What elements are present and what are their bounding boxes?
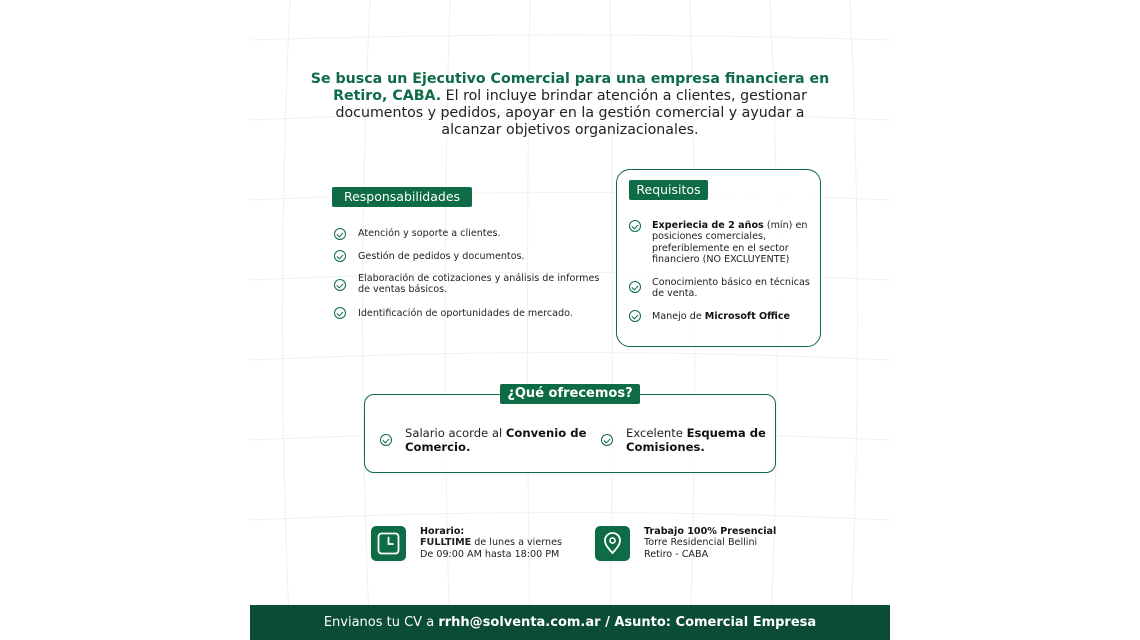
footer-prefix: Envianos tu CV a <box>323 615 439 630</box>
requisito-item: Conocimiento básico en técnicas de venta. <box>652 277 810 300</box>
intro-highlight: Se busca un Ejecutivo Comercial para una empresa financiera en Retiro, CABA. <box>310 71 830 104</box>
horario-info <box>420 526 570 560</box>
check-icon <box>334 307 346 319</box>
responsabilidad-item: Identificación de oportunidades de mercado. <box>358 308 573 319</box>
check-icon <box>334 228 346 240</box>
footer-subject: / Asunto: Comercial Empresa <box>600 615 817 630</box>
horario-line2: De 09:00 AM hasta 18:00 PM <box>420 548 560 560</box>
footer-bar <box>250 605 890 640</box>
horario-line1 <box>420 537 570 548</box>
modalidad-label: Trabajo 100% Presencial <box>644 526 777 537</box>
check-icon <box>629 281 641 293</box>
responsabilidad-item: Elaboración de cotizaciones y análisis de informes de ventas básicos. <box>358 273 600 296</box>
ofrecemos-item-text: Salario acorde al <box>405 426 506 440</box>
modalidad-info <box>644 526 814 560</box>
check-icon <box>601 434 613 446</box>
responsabilidad-item: Atención y soporte a clientes. <box>358 228 501 239</box>
requisito-item-bold: Experiecia de 2 años <box>652 220 764 231</box>
horario-fulltime: FULLTIME <box>420 537 472 549</box>
check-icon <box>334 250 346 262</box>
intro-paragraph <box>310 71 830 139</box>
horario-days: de lunes a viernes <box>471 537 563 549</box>
requisito-item <box>652 311 814 322</box>
footer-email-link[interactable]: rrhh@solventa.com.ar <box>438 615 601 630</box>
check-icon <box>629 220 641 232</box>
check-icon <box>334 279 346 291</box>
requisito-item-text: Manejo de <box>652 311 705 322</box>
check-icon <box>380 434 392 446</box>
ofrecemos-item-bold: Convenio de Comercio. <box>405 426 587 454</box>
ofrecemos-item-bold: Esquema de Comisiones. <box>626 426 766 454</box>
requisito-item <box>652 220 814 266</box>
location-pin-icon <box>595 526 630 561</box>
responsabilidades-title: Responsabilidades <box>332 187 472 207</box>
clock-icon <box>371 526 406 561</box>
requisito-item-bold: Microsoft Office <box>704 311 791 322</box>
modalidad-line1: Torre Residencial Bellini <box>644 537 758 549</box>
job-poster <box>250 0 890 640</box>
ofrecemos-item <box>405 427 590 454</box>
intro-body: El rol incluye brindar atención a clientes, gestionar documentos y pedidos, apoyar en la gestión comercial y ayudar a alcanzar objetivos organizacionales. <box>335 88 807 138</box>
requisitos-title: Requisitos <box>629 180 708 200</box>
modalidad-line2: Retiro - CABA <box>644 548 709 560</box>
ofrecemos-title: ¿Qué ofrecemos? <box>500 384 640 404</box>
responsabilidad-item: Gestión de pedidos y documentos. <box>358 251 525 262</box>
horario-label: Horario: <box>420 526 465 537</box>
ofrecemos-item-text: Excelente <box>626 426 687 440</box>
requisito-item-text: (mín) en posiciones comerciales, preferiblemente en el sector financiero (NO EXCLUYENTE) <box>652 220 808 266</box>
ofrecemos-item <box>626 427 771 454</box>
check-icon <box>629 310 641 322</box>
